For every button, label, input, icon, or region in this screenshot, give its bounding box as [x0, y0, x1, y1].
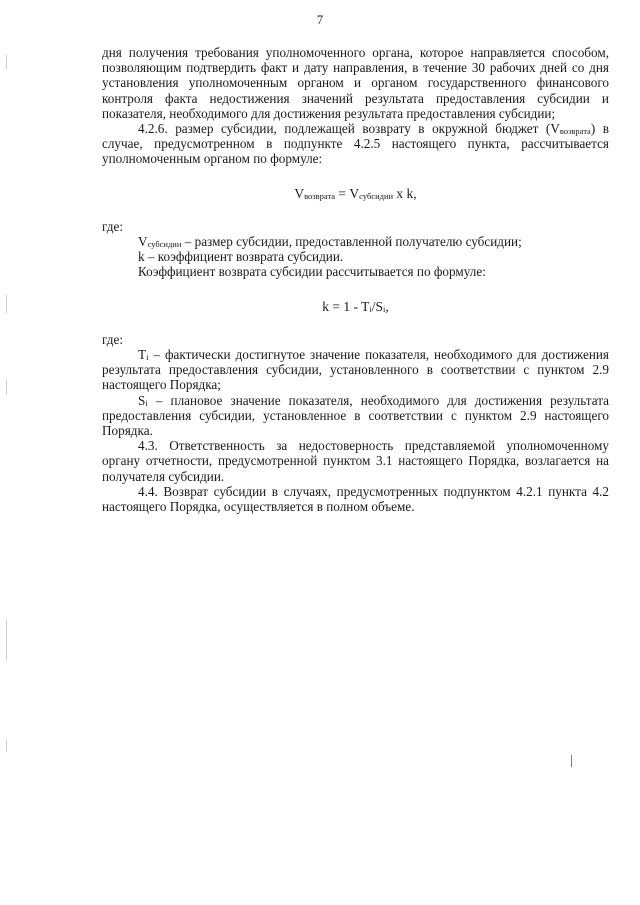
paragraph-4-2-6: 4.2.6. размер субсидии, подлежащей возврату в окружной бюджет $(V_{возврата})$ в случае, предусмотренном в подпункте 4.2.5 настоящего пункта, рассчитывается уполномоченным органом по формуле: — [102, 121, 609, 167]
scan-margin-mark — [6, 295, 7, 313]
definition-v: $V_{субсидии}$ – размер субсидии, предоставленной получателю субсидии; — [138, 234, 522, 250]
where-label-1: где: — [102, 218, 123, 234]
definition-s: $S_i$ – плановое значение показателя, необходимого для достижения результата предоставления субсидии, установленное в соответствии с пунктом 2.9 настоящего Порядка. — [102, 392, 609, 439]
scan-margin-mark — [6, 55, 7, 69]
scan-margin-mark — [571, 755, 572, 767]
formula-return-amount: $V_{возврата} = V_{субсидии}$ x k, — [294, 185, 417, 201]
page-number: 7 — [316, 13, 324, 27]
scan-margin-mark — [6, 380, 7, 394]
definition-t: $T_i$ – фактически достигнутое значение показателя, необходимого для достижения результата предоставления субсидии, установленного в соответствии с пунктом 2.9 настоящего Порядка; — [102, 347, 609, 393]
paragraph-continuation: дня получения требования уполномоченного органа, которое направляется способом, позволяющим подтвердить факт и дату направления, в течение 30 рабочих дней со дня установления уполномоченным органом и органом государственного финансового контроля факта недостижения значений результата предоставления субсидии и показателя, необходимого для достижения результата предоставления субсидии; — [102, 45, 609, 121]
where-label-2: где: — [102, 331, 123, 347]
coefficient-intro: Коэффициент возврата субсидии рассчитывается по формуле: — [138, 264, 486, 280]
document-body — [102, 45, 609, 514]
scan-margin-mark — [6, 620, 7, 660]
scan-margin-mark — [6, 740, 7, 752]
formula-coefficient: $k = 1 - T_i/S_i$, — [322, 298, 389, 314]
paragraph-4-4: 4.4. Возврат субсидии в случаях, предусмотренных подпунктом 4.2.1 пункта 4.2 настоящего Порядка, осуществляется в полном объеме. — [102, 483, 609, 515]
definition-k: k – коэффициент возврата субсидии. — [138, 249, 344, 265]
paragraph-4-3: 4.3. Ответственность за недостоверность представляемой уполномоченному органу отчетности, предусмотренной пунктом 3.1 настоящего Порядка, возлагается на получателя субсидии. — [102, 438, 609, 484]
